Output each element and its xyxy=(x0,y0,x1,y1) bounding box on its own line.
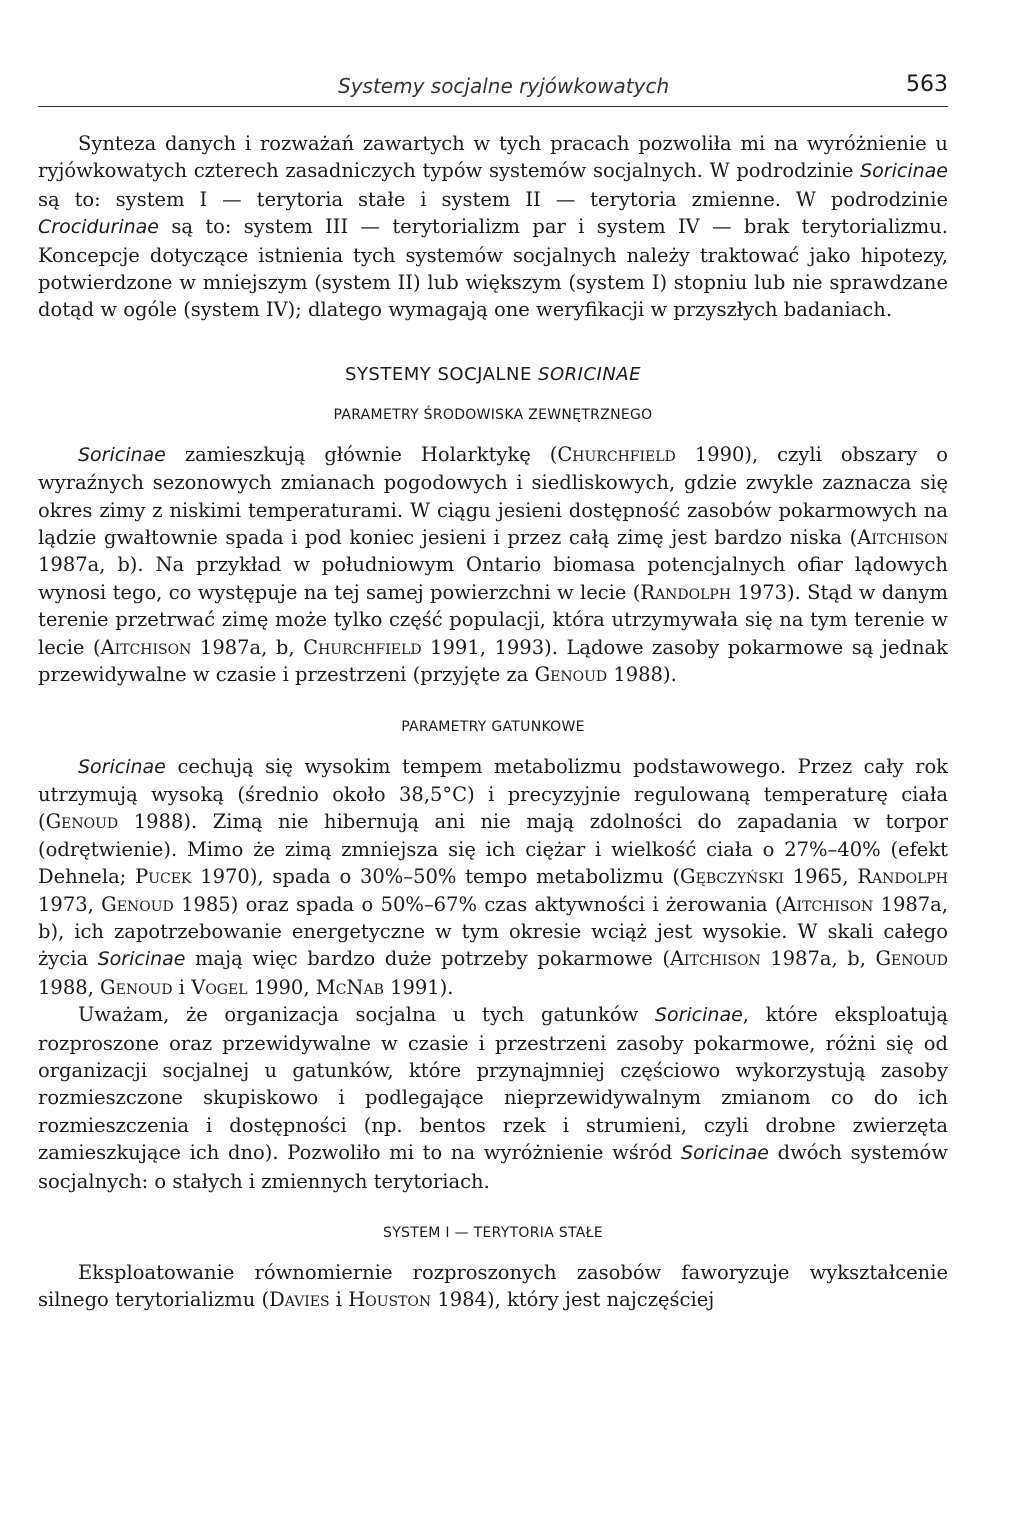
intro-paragraph: Synteza danych i rozważań zawartych w tych pracach pozwoliła mi na wyróżnienie u ryjówkowatych czterech zasadniczych typów systemów socjalnych. W podrodzinie Soricinae są to: system I — terytoria stałe i system II — terytoria zmienne. W podrodzinie Crocidurinae są to: system III — terytorializm par i system IV — brak terytorializmu. Koncepcje dotyczące istnienia tych systemów socjalnych należy traktować jako hipotezy, potwierdzone w mniejszym (system II) lub większym (system I) stopniu lub nie sprawdzane dotąd w ogóle (system IV); dlatego wymagają one weryfikacji w przyszłych badaniach. xyxy=(38,132,948,322)
species-paragraph-1: Soricinae cechują się wysokim tempem metabolizmu podstawowego. Przez cały rok utrzymują wysoką (średnio około 38,5°C) i precyzyjnie regulowaną temperaturę ciała (Genoud 1988). Zimą nie hibernują ani nie mają zdolności do zapadania w torpor (odrętwienie). Mimo że zimą zmniejsza się ich ciężar i wielkość ciała o 27%–40% (efekt Dehnela; Pucek 1970), spada o 30%–50% tempo metabolizmu (Gębczyński 1965, Randolph 1973, Genoud 1985) oraz spada o 50%–67% czas aktywności i żerowania (Aitchison 1987a, b), ich zapotrzebowanie energetyczne w tym okresie wciąż jest wysokie. W skali całego życia Soricinae mają więc bardzo duże potrzeby pokarmowe (Aitchison 1987a, b, Genoud 1988, Genoud i Vogel 1990, McNab 1991). xyxy=(38,754,948,999)
running-title: Systemy socjalne ryjówkowatych xyxy=(338,74,670,98)
section-heading: SYSTEMY SOCJALNE SORICINAE xyxy=(345,363,641,385)
subsection-heading-environment: PARAMETRY ŚRODOWISKA ZEWNĘTRZNEGO xyxy=(333,406,653,423)
environment-paragraph: Soricinae zamieszkują głównie Holarktykę (Churchfield 1990), czyli obszary o wyraźnych sezonowych zmianach pogodowych i siedliskowych, gdzie zwykle zaznacza się okres zimy z niskimi temperaturami. W ciągu jesieni dostępność zasobów pokarmowych na lądzie gwałtownie spada i pod koniec jesieni i przez całą zimę jest bardzo niska (Aitchison 1987a, b). Na przykład w południowym Ontario biomasa potencjalnych ofiar lądowych wynosi tego, co występuje na tej samej powierzchni w lecie (Randolph 1973). Stąd w danym terenie przetrwać zimę może tylko część populacji, która utrzymywała się na tym terenie w lecie (Aitchison 1987a, b, Churchfield 1991, 1993). Lądowe zasoby pokarmowe są jednak przewidywalne w czasie i przestrzeni (przyjęte za Genoud 1988). xyxy=(38,442,948,687)
species-paragraph-2: Uważam, że organizacja socjalna u tych gatunków Soricinae, które eksploatują rozproszone oraz przewidywalne w czasie i przestrzeni zasoby pokarmowe, różni się od organizacji socjalnej u gatunków, które przynajmniej częściowo wykorzystują zasoby rozmieszczone skupiskowo i podlegające nieprzewidywalnym zmianom co do ich rozmieszczenia i dostępności (np. bentos rzek i strumieni, czyli drobne zwierzęta zamieszkujące ich dno). Pozwoliło mi to na wyróżnienie wśród Soricinae dwóch systemów socjalnych: o stałych i zmiennych terytoriach. xyxy=(38,1003,948,1193)
page-number: 563 xyxy=(906,72,948,97)
body-text xyxy=(38,130,948,1314)
system-1-paragraph: Eksploatowanie równomiernie rozproszonych zasobów faworyzuje wykształcenie silnego terytorializmu (Davies i Houston 1984), który jest najczęściej xyxy=(38,1261,948,1312)
subsection-heading-species: PARAMETRY GATUNKOWE xyxy=(401,718,585,735)
subsection-heading-system-1: SYSTEM I — TERYTORIA STAŁE xyxy=(383,1225,603,1241)
page-header xyxy=(38,74,948,107)
